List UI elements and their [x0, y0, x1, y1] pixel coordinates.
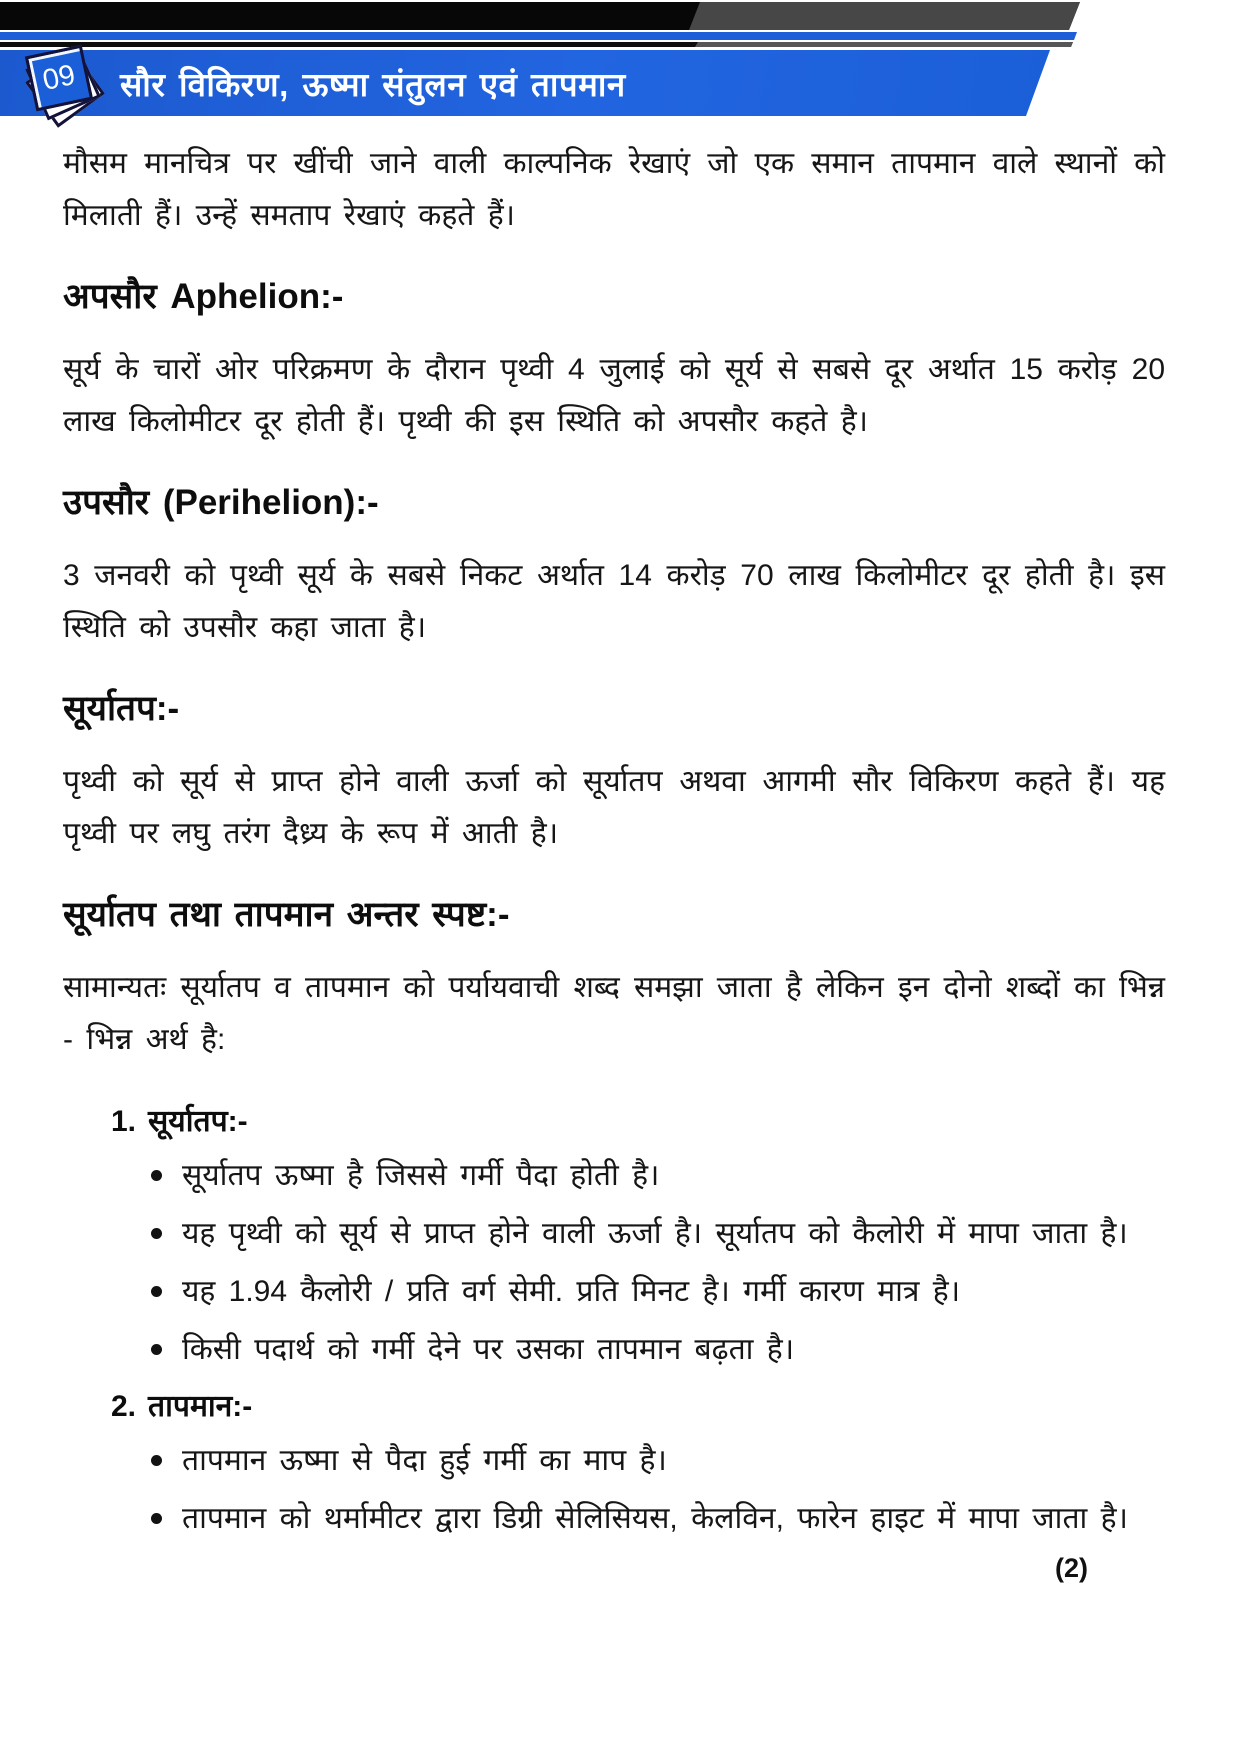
list-item: [151, 1323, 1165, 1376]
chapter-number: 09: [39, 58, 78, 97]
list-item: [151, 1492, 1165, 1545]
list-item: [151, 1207, 1165, 1260]
header-blue-stripe: [0, 32, 1077, 40]
bullet-icon: [151, 1228, 162, 1239]
list-item-text: सूर्यातप ऊष्मा है जिससे गर्मी पैदा होती है।: [182, 1159, 660, 1192]
section-paragraph-perihelion: 3 जनवरी को पृथ्वी सूर्य के सबसे निकट अर्थात 14 करोड़ 70 लाख किलोमीटर दूर होती है। इस स्थिति को उपसौर कहा जाता है।: [63, 559, 1165, 644]
section-paragraph-insolation-vs-temperature: सामान्यतः सूर्यातप व तापमान को पर्यायवाची शब्द समझा जाता है लेकिन इन दोनो शब्दों का भिन्न - भिन्न अर्थ है:: [63, 971, 1165, 1056]
document-body: [63, 116, 1165, 1584]
bullet-list-insolation: [63, 1149, 1165, 1376]
list-item: [151, 1265, 1165, 1318]
chapter-title: सौर विकिरण, ऊष्मा संतुलन एवं तापमान: [120, 65, 626, 103]
page-number: (2): [1055, 1553, 1088, 1583]
list-title: सूर्यातप:-: [148, 1105, 248, 1138]
list-item-text: यह पृथ्वी को सूर्य से प्राप्त होने वाली ऊर्जा है। सूर्यातप को कैलोरी में मापा जाता है।: [182, 1217, 1128, 1250]
stacked-pages-icon: [25, 45, 93, 112]
list-item-text: तापमान को थर्मामीटर द्वारा डिग्री सेलिसियस, केलविन, फारेन हाइट में मापा जाता है।: [182, 1502, 1128, 1535]
bullet-icon: [151, 1344, 162, 1355]
header-dark-stripe-gray-segment: [0, 42, 1073, 47]
section-paragraph-insolation: पृथ्वी को सूर्य से प्राप्त होने वाली ऊर्जा को सूर्यातप अथवा आगमी सौर विकिरण कहते हैं। यह पृथ्वी पर लघु तरंग दैध्र्य के रूप में आती है।: [63, 765, 1165, 850]
section-paragraph-aphelion: सूर्य के चारों ओर परिक्रमण के दौरान पृथ्वी 4 जुलाई को सूर्य से सबसे दूर अर्थात 15 करोड़ 20 लाख किलोमीटर दूर होती हैं। पृथ्वी की इस स्थिति को अपसौर कहते है।: [63, 353, 1165, 438]
list-heading-temperature: [111, 1384, 1165, 1430]
intro-paragraph: मौसम मानचित्र पर खींची जाने वाली काल्पनिक रेखाएं जो एक समान तापमान वाले स्थानों को मिलाती हैं। उन्हें समताप रेखाएं कहते हैं।: [63, 147, 1165, 232]
list-item-text: तापमान ऊष्मा से पैदा हुई गर्मी का माप है।: [182, 1444, 667, 1477]
bullet-icon: [151, 1170, 162, 1181]
list-item: [151, 1434, 1165, 1487]
header-top-bar: [0, 2, 1080, 30]
section-heading-insolation: सूर्यातप:-: [63, 689, 180, 728]
section-heading-perihelion: उपसौर (Perihelion):-: [63, 483, 379, 522]
list-item-text: यह 1.94 कैलोरी / प्रति वर्ग सेमी. प्रति मिनट है। गर्मी कारण मात्र है।: [182, 1275, 961, 1308]
header-top-bar-gray-segment: [0, 2, 1080, 30]
page-footer: [63, 1553, 1088, 1584]
bullet-list-temperature: [63, 1434, 1165, 1545]
list-number: 1.: [111, 1105, 137, 1138]
chapter-number-badge: [10, 44, 114, 136]
list-number: 2.: [111, 1390, 137, 1423]
list-heading-insolation: [111, 1099, 1165, 1145]
bullet-icon: [151, 1455, 162, 1466]
bullet-icon: [151, 1286, 162, 1297]
bullet-icon: [151, 1513, 162, 1524]
list-item: [151, 1149, 1165, 1202]
header-dark-stripe: [0, 42, 1073, 47]
section-heading-insolation-vs-temperature: सूर्यातप तथा तापमान अन्तर स्पष्ट:-: [63, 895, 510, 934]
list-item-text: किसी पदार्थ को गर्मी देने पर उसका तापमान बढ़ता है।: [182, 1333, 795, 1366]
chapter-header: [0, 0, 1240, 116]
section-heading-aphelion: अपसौर Aphelion:-: [63, 277, 344, 316]
list-title: तापमान:-: [148, 1390, 253, 1423]
